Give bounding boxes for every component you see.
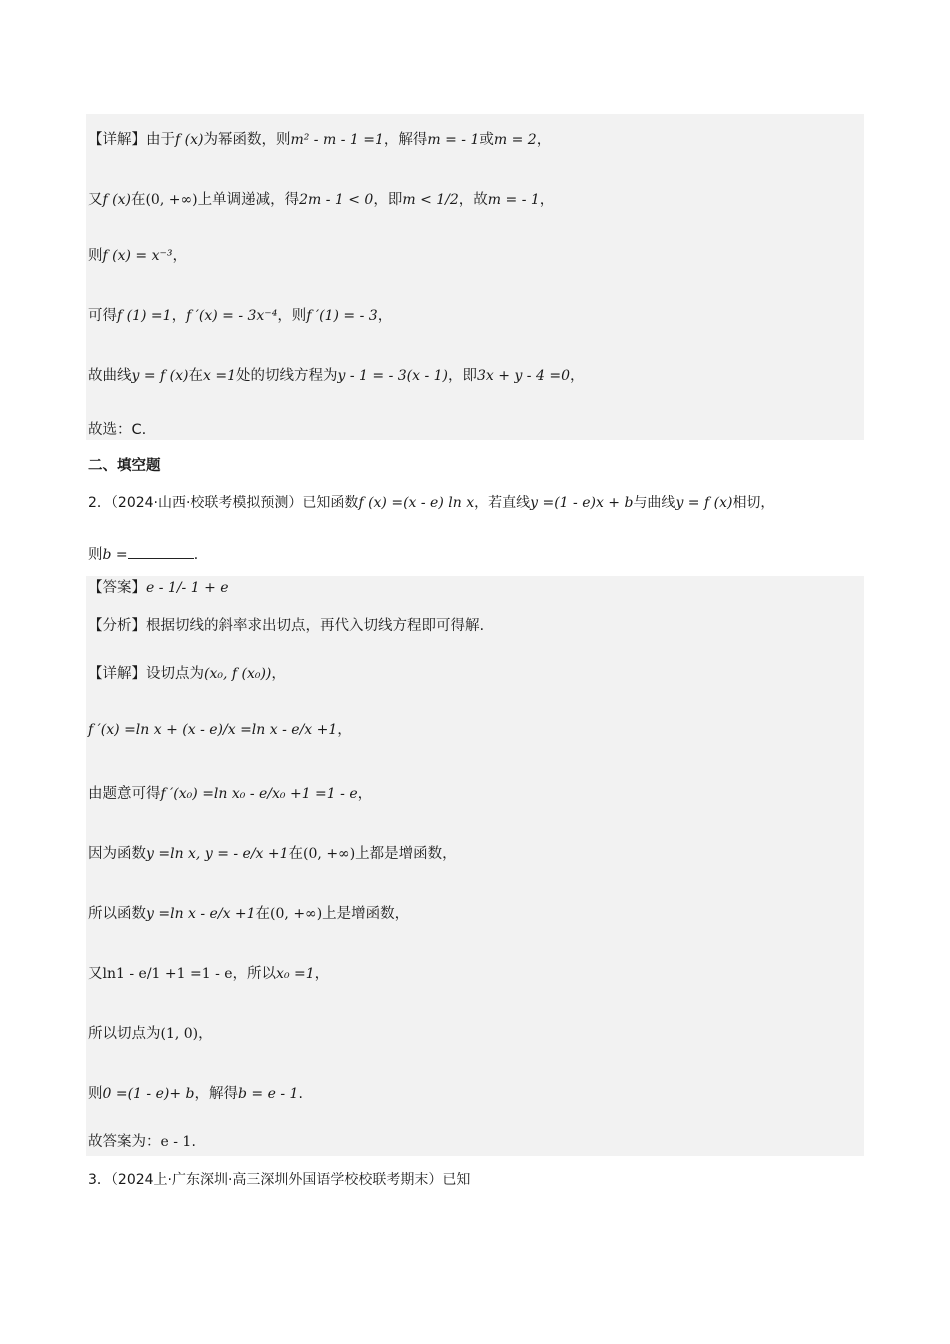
text: ，	[337, 722, 352, 738]
text: 因为函数	[88, 846, 146, 862]
text: 在	[188, 368, 203, 384]
math: f (x)	[175, 132, 204, 148]
text: .	[193, 547, 199, 563]
q3-stem: 3．（2024上·广东深圳·高三深圳外国语学校校联考期末）已知	[88, 1172, 471, 1188]
text: 为幂函数，则	[203, 132, 291, 148]
q1-line-4	[88, 306, 392, 326]
text: .	[298, 1086, 304, 1102]
text: 由题意可得	[88, 786, 161, 802]
text: 在	[288, 846, 304, 862]
text: 可得	[88, 308, 117, 324]
math: y =ln x - e/x +1	[146, 906, 256, 922]
math: f ′(x) = - 3x⁻⁴	[186, 308, 278, 324]
math: y = f (x)	[675, 495, 733, 511]
math: (0, +∞)	[145, 192, 198, 208]
math: y =ln x, y = - e/x +1	[146, 846, 289, 862]
math: (0, +∞)	[270, 906, 323, 922]
math: m² - m - 1 =1	[290, 132, 384, 148]
answer-blank[interactable]	[128, 543, 194, 559]
text: ，若直线	[474, 495, 531, 511]
math: m = - 1	[487, 192, 540, 208]
math: m = 2	[493, 132, 537, 148]
math: x =1	[203, 368, 236, 384]
math: f ′(x₀) =ln x₀ - e/x₀ +1 =1 - e	[160, 786, 358, 802]
math: 2m - 1 < 0	[299, 192, 374, 208]
text: ，	[314, 966, 330, 982]
text: 则	[88, 547, 103, 563]
math: y - 1 = - 3(x - 1)	[337, 368, 449, 384]
text: ，则	[277, 308, 307, 324]
text: ，	[172, 248, 187, 264]
text: 【详解】由于	[88, 132, 175, 148]
text: 又	[88, 966, 103, 982]
math: b =	[102, 547, 128, 563]
text: ，即	[373, 192, 403, 208]
math: b = e - 1	[237, 1086, 299, 1102]
q2-detail-3	[88, 784, 372, 804]
text: 相切，	[732, 495, 775, 511]
q2-analysis: 【分析】根据切线的斜率求出切点，再代入切线方程即可得解.	[88, 618, 485, 634]
q2-stem-2	[88, 543, 198, 565]
math: y =(1 - e)x + b	[530, 495, 634, 511]
text: ，	[536, 132, 552, 148]
q1-line-2	[88, 190, 554, 210]
text: 与曲线	[633, 495, 676, 511]
math: 3x + y - 4 =0	[477, 368, 570, 384]
solution-box-q2	[86, 576, 864, 1156]
text: ，	[198, 1026, 213, 1042]
math: f ′(1) = - 3	[306, 308, 378, 324]
q2-detail-8	[88, 1084, 303, 1104]
q2-detail-9	[88, 1132, 196, 1152]
math: (0, +∞)	[303, 846, 356, 862]
q2-detail-5	[88, 904, 409, 924]
math: e - 1/- 1 + e	[146, 580, 229, 596]
text: ，	[271, 666, 286, 682]
math: f (x)	[102, 192, 131, 208]
math: x₀ =1	[276, 966, 315, 982]
q2-detail-4	[88, 844, 457, 864]
q2-detail-7	[88, 1024, 213, 1044]
text: ，	[569, 368, 585, 384]
text: 2．（2024·山西·校联考模拟预测）已知函数	[88, 495, 359, 511]
q2-detail-2	[88, 720, 352, 740]
math: (x₀, f (x₀))	[204, 666, 272, 682]
text: ，即	[448, 368, 478, 384]
text: 故曲线	[88, 368, 132, 384]
math: e - 1	[160, 1134, 192, 1150]
text: ，	[539, 192, 555, 208]
text: .	[191, 1134, 196, 1150]
math: f (x) = x⁻³	[102, 248, 173, 264]
math: f (x) =(x - e) ln x	[358, 495, 475, 511]
text: 处的切线方程为	[235, 368, 338, 384]
text: ，解得	[194, 1086, 238, 1102]
math: m = - 1	[427, 132, 480, 148]
text: 在	[130, 192, 146, 208]
text: 则	[88, 1086, 103, 1102]
text: ，	[171, 308, 187, 324]
math: y = f (x)	[131, 368, 189, 384]
text: ，	[377, 308, 393, 324]
text: ，所以	[232, 966, 277, 982]
text: 上单调递减，得	[197, 192, 300, 208]
solution-box-q1	[86, 114, 864, 440]
q2-stem	[88, 493, 774, 513]
text: 上是增函数，	[322, 906, 410, 922]
text: 所以函数	[88, 906, 146, 922]
text: 【详解】设切点为	[88, 666, 204, 682]
math: 0 =(1 - e)+ b	[102, 1086, 195, 1102]
text: ，	[357, 786, 373, 802]
section-title: 二、填空题	[88, 458, 161, 474]
text: ，故	[458, 192, 488, 208]
q2-detail-1	[88, 664, 286, 684]
math: ln1 - e/1 +1 =1 - e	[102, 966, 233, 982]
math: f (1) =1	[117, 308, 172, 324]
q2-detail-6	[88, 964, 329, 984]
math: f ′(x) =ln x + (x - e)/x =ln x - e/x +1	[88, 722, 338, 738]
q1-line-3	[88, 246, 187, 266]
math: (1, 0)	[160, 1026, 199, 1042]
text: 又	[88, 192, 103, 208]
text: 或	[479, 132, 494, 148]
q1-line-1	[88, 130, 551, 150]
q1-line-5	[88, 366, 584, 386]
text: 【答案】	[88, 580, 146, 596]
text: ，解得	[383, 132, 428, 148]
math: m < 1/2	[402, 192, 459, 208]
text: 在	[255, 906, 271, 922]
q2-answer	[88, 578, 229, 598]
q1-line-6: 故选：C.	[88, 422, 147, 438]
text: 所以切点为	[88, 1026, 161, 1042]
text: 上都是增函数，	[355, 846, 457, 862]
text: 故答案为：	[88, 1134, 161, 1150]
text: 则	[88, 248, 103, 264]
